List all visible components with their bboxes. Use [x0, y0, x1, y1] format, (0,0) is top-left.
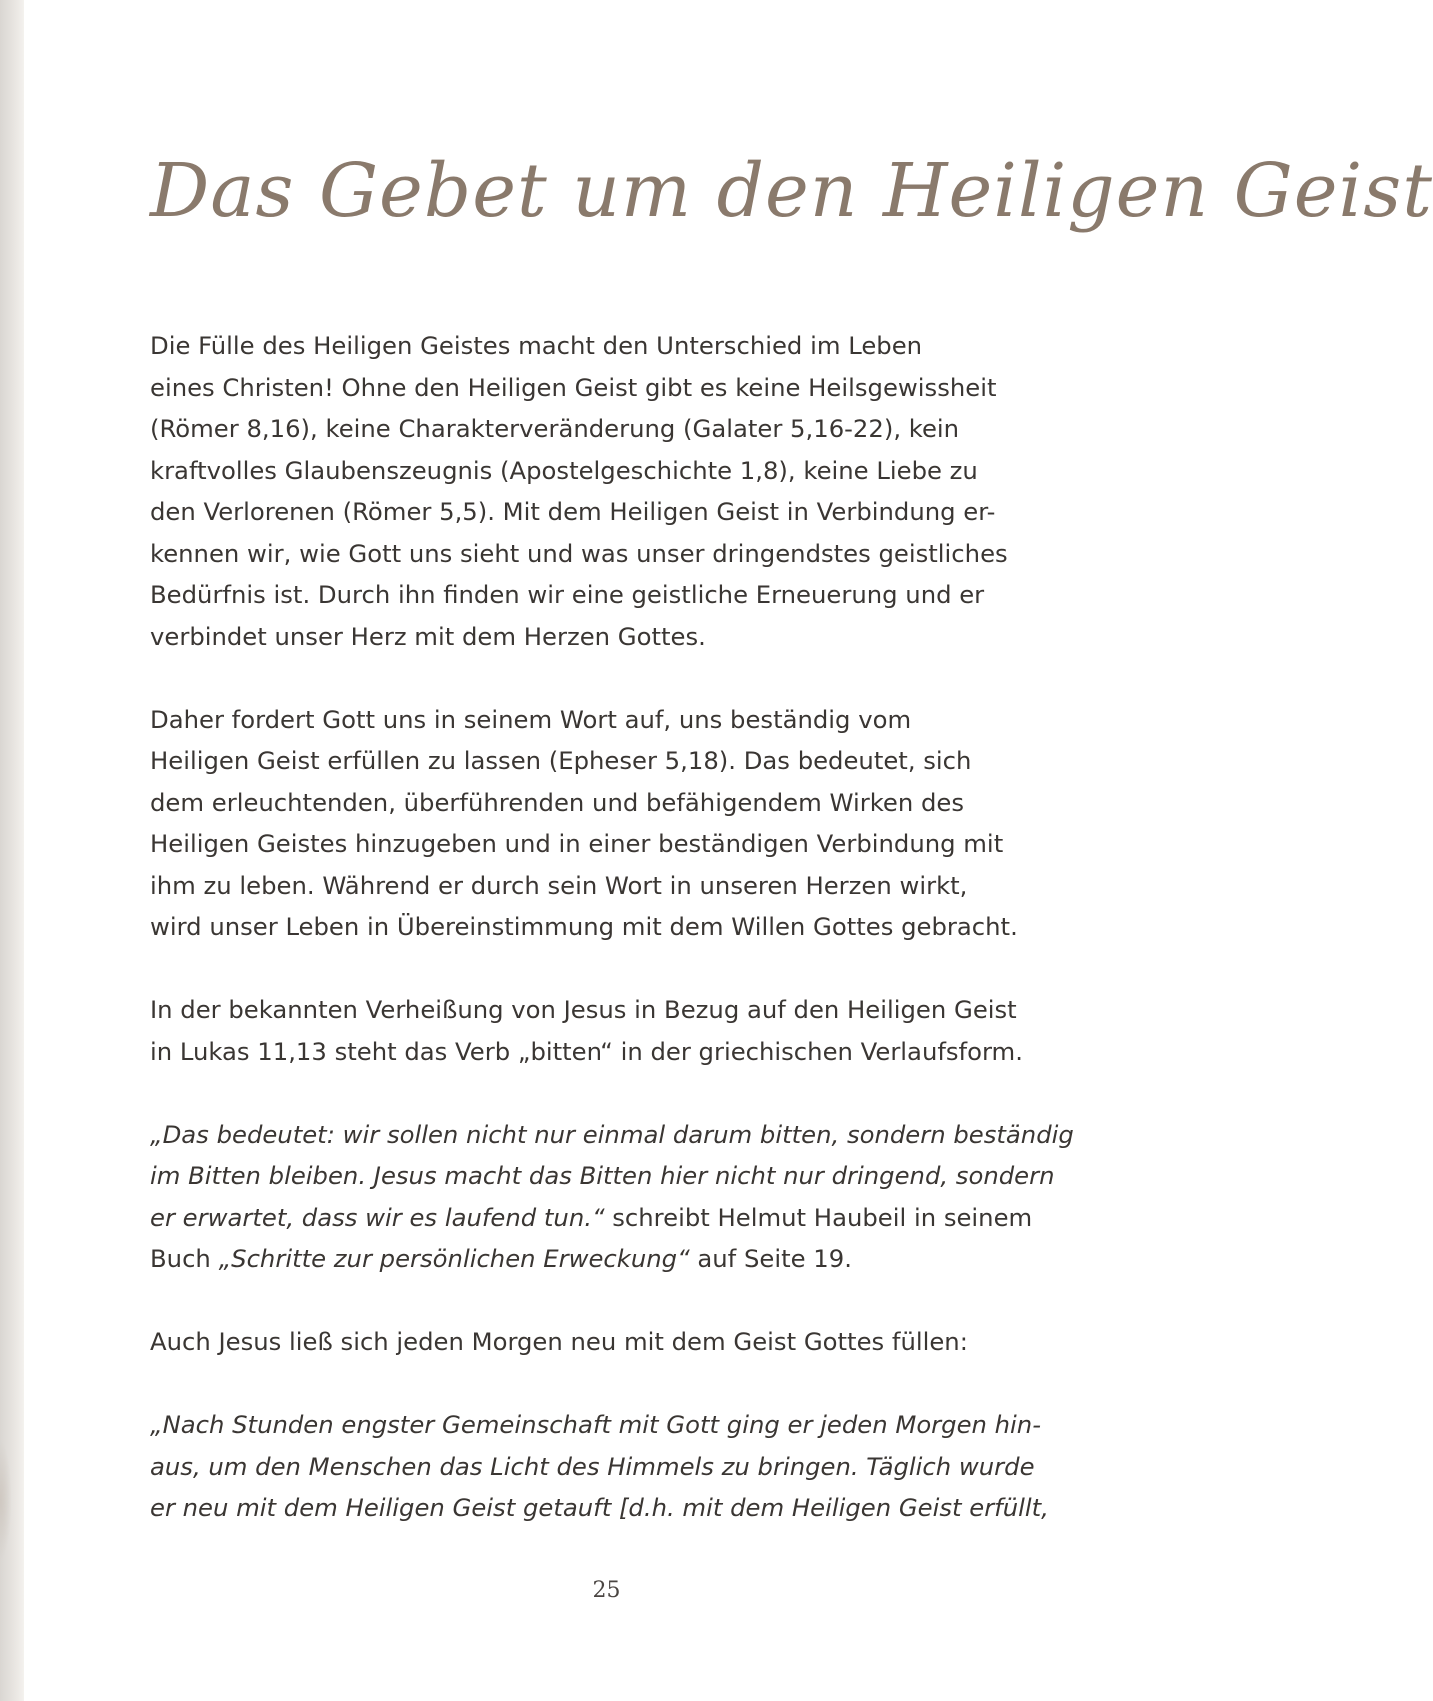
quote-line: „Das bedeutet: wir sollen nicht nur einmal darum bitten, sondern beständig [150, 1119, 1074, 1149]
text-line: in Lukas 11,13 steht das Verb „bitten“ in der griechischen Verlaufsform. [150, 1036, 1023, 1066]
quote-line: im Bitten bleiben. Jesus macht das Bitten hier nicht nur dringend, sondern [150, 1161, 1055, 1190]
attribution-text: schreibt Helmut Haubeil in seinem [604, 1202, 1033, 1232]
source-suffix: auf Seite 19. [689, 1244, 852, 1273]
text-line: Daher fordert Gott uns in seinem Wort auf, uns beständig vom [150, 704, 912, 734]
text-line: kennen wir, wie Gott uns sieht und was unser dringendstes geistliches [150, 538, 1008, 568]
text-line: verbindet unser Herz mit dem Herzen Gottes. [150, 621, 706, 651]
text-line: den Verlorenen (Römer 5,5). Mit dem Heiligen Geist in Verbindung er- [150, 497, 996, 526]
text-line: In der bekannten Verheißung von Jesus in Bezug auf den Heiligen Geist [150, 995, 1017, 1024]
text-line: Heiligen Geistes hinzugeben und in einer beständigen Verbindung mit [150, 829, 1004, 858]
text-line: dem erleuchtenden, überführenden und befähigendem Wirken des [150, 787, 965, 817]
quote-line: aus, um den Menschen das Licht des Himmels zu bringen. Täglich wurde [150, 1451, 1035, 1481]
paragraph-2 [150, 699, 1070, 948]
text-line: Heiligen Geist erfüllen zu lassen (Epheser 5,18). Das bedeutet, sich [150, 746, 972, 775]
quote-text: er erwartet, dass wir es laufend tun.“ [150, 1202, 605, 1232]
quote-line: „Nach Stunden engster Gemeinschaft mit Gott ging er jeden Morgen hin- [150, 1410, 1041, 1439]
paragraph-1 [150, 325, 1070, 657]
text-line: Auch Jesus ließ sich jeden Morgen neu mit dem Geist Gottes füllen: [150, 1327, 968, 1356]
quote-line-mixed [150, 1197, 1070, 1239]
quote-line: er neu mit dem Heiligen Geist getauft [d.h. mit dem Heiligen Geist erfüllt, [150, 1493, 1049, 1522]
intro-paragraph [150, 1321, 1070, 1363]
page-number: 25 [592, 1578, 621, 1603]
source-line [150, 1238, 1070, 1280]
quote-paragraph-2 [150, 1404, 1070, 1529]
text-line: wird unser Leben in Übereinstimmung mit dem Willen Gottes gebracht. [150, 912, 1018, 941]
text-line: (Römer 8,16), keine Charakterveränderung (Galater 5,16-22), kein [150, 414, 960, 443]
quote-paragraph-1 [150, 1114, 1074, 1280]
paragraph-3 [150, 989, 1070, 1072]
text-line: kraftvolles Glaubenszeugnis (Apostelgeschichte 1,8), keine Liebe zu [150, 455, 978, 485]
body-text [150, 325, 1074, 1529]
page-edge-shadow [0, 1440, 12, 1560]
page-edge-strip [0, 0, 24, 1701]
text-line: Bedürfnis ist. Durch ihn finden wir eine geistliche Erneuerung und er [150, 580, 985, 609]
page-title: Das Gebet um den Heiligen Geist [150, 148, 1433, 234]
book-title: „Schritte zur persönlichen Erweckung“ [218, 1244, 690, 1273]
text-line: Die Fülle des Heiligen Geistes macht den Unterschied im Leben [150, 331, 923, 360]
source-prefix: Buch [150, 1244, 219, 1273]
text-line: ihm zu leben. Während er durch sein Wort in unseren Herzen wirkt, [150, 870, 968, 900]
text-line: eines Christen! Ohne den Heiligen Geist gibt es keine Heilsgewissheit [150, 372, 997, 402]
